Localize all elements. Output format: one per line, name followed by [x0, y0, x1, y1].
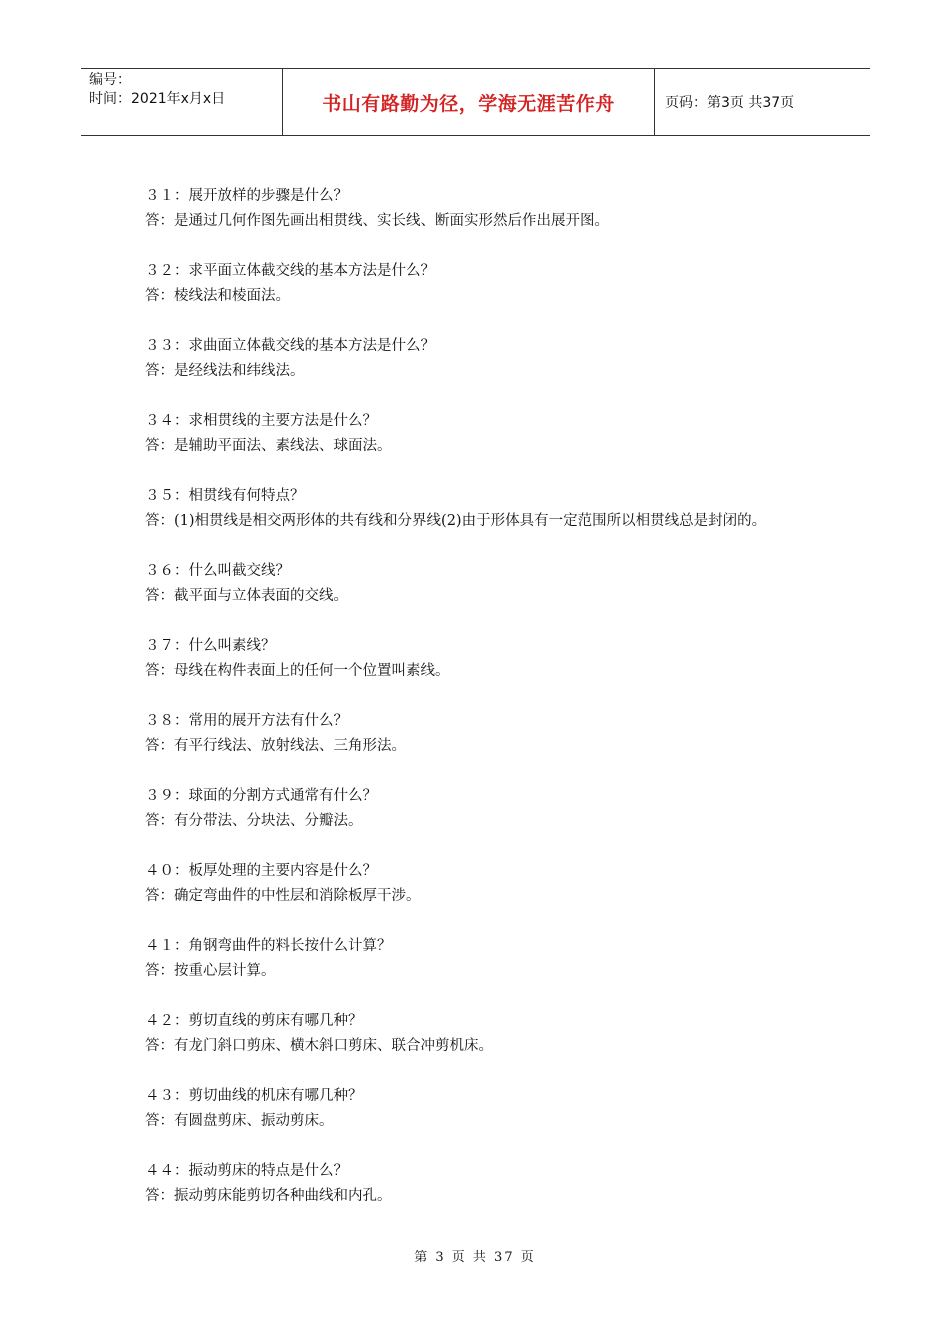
question: ４３：剪切曲线的机床有哪几种？	[145, 1088, 363, 1104]
question: ３６：什么叫截交线？	[145, 563, 290, 579]
question: ４１：角钢弯曲件的料长按什么计算？	[145, 938, 392, 954]
question: ４２：剪切直线的剪床有哪几种？	[145, 1013, 363, 1029]
page-header	[81, 68, 870, 136]
answer: 答：有平行线法、放射线法、三角形法。	[145, 738, 406, 754]
qa-list	[145, 184, 815, 1234]
answer: 答：是辅助平面法、素线法、球面法。	[145, 438, 392, 454]
answer: 答：有龙门斜口剪床、横木斜口剪床、联合冲剪机床。	[145, 1038, 493, 1054]
answer: 答：母线在构件表面上的任何一个位置叫素线。	[145, 663, 450, 679]
question: ３７：什么叫素线？	[145, 638, 276, 654]
answer: 答：(1)相贯线是相交两形体的共有线和分界线(2)由于形体具有一定范围所以相贯线总是封闭的。	[145, 513, 767, 529]
answer: 答：确定弯曲件的中性层和消除板厚干涉。	[145, 888, 421, 904]
qa-item	[145, 934, 815, 984]
qa-item	[145, 634, 815, 684]
header-page-info: 页码：第3页 共37页	[665, 95, 795, 111]
qa-item	[145, 559, 815, 609]
answer: 答：截平面与立体表面的交线。	[145, 588, 348, 604]
answer: 答：有分带法、分块法、分瓣法。	[145, 813, 363, 829]
question: ３２：求平面立体截交线的基本方法是什么？	[145, 263, 435, 279]
question: ３９：球面的分割方式通常有什么？	[145, 788, 377, 804]
question: ３８：常用的展开方法有什么？	[145, 713, 348, 729]
question: ３４：求相贯线的主要方法是什么？	[145, 413, 377, 429]
qa-item	[145, 409, 815, 459]
answer: 答：有圆盘剪床、振动剪床。	[145, 1113, 334, 1129]
qa-item	[145, 709, 815, 759]
qa-item	[145, 1159, 815, 1209]
header-meta	[81, 69, 283, 135]
question: ３３：求曲面立体截交线的基本方法是什么？	[145, 338, 435, 354]
question: ４４：振动剪床的特点是什么？	[145, 1163, 348, 1179]
question: ３５：相贯线有何特点？	[145, 488, 305, 504]
answer: 答：按重心层计算。	[145, 963, 276, 979]
serial-label: 编号：	[89, 72, 131, 88]
qa-item	[145, 1009, 815, 1059]
header-motto: 书山有路勤为径，学海无涯苦作舟	[283, 69, 655, 135]
answer: 答：是经线法和纬线法。	[145, 363, 305, 379]
question: ４０：板厚处理的主要内容是什么？	[145, 863, 377, 879]
qa-item	[145, 334, 815, 384]
qa-item	[145, 784, 815, 834]
answer: 答：振动剪床能剪切各种曲线和内孔。	[145, 1188, 392, 1204]
qa-item	[145, 1084, 815, 1134]
qa-item	[145, 184, 815, 234]
question: ３１：展开放样的步骤是什么？	[145, 188, 348, 204]
qa-item	[145, 859, 815, 909]
qa-item	[145, 484, 815, 534]
answer: 答：是通过几何作图先画出相贯线、实长线、断面实形然后作出展开图。	[145, 213, 609, 229]
page-footer: 第 3 页 共 37 页	[414, 1250, 536, 1265]
qa-item	[145, 259, 815, 309]
date-line: 时间：2021年x月x日	[89, 91, 226, 107]
answer: 答：棱线法和棱面法。	[145, 288, 290, 304]
